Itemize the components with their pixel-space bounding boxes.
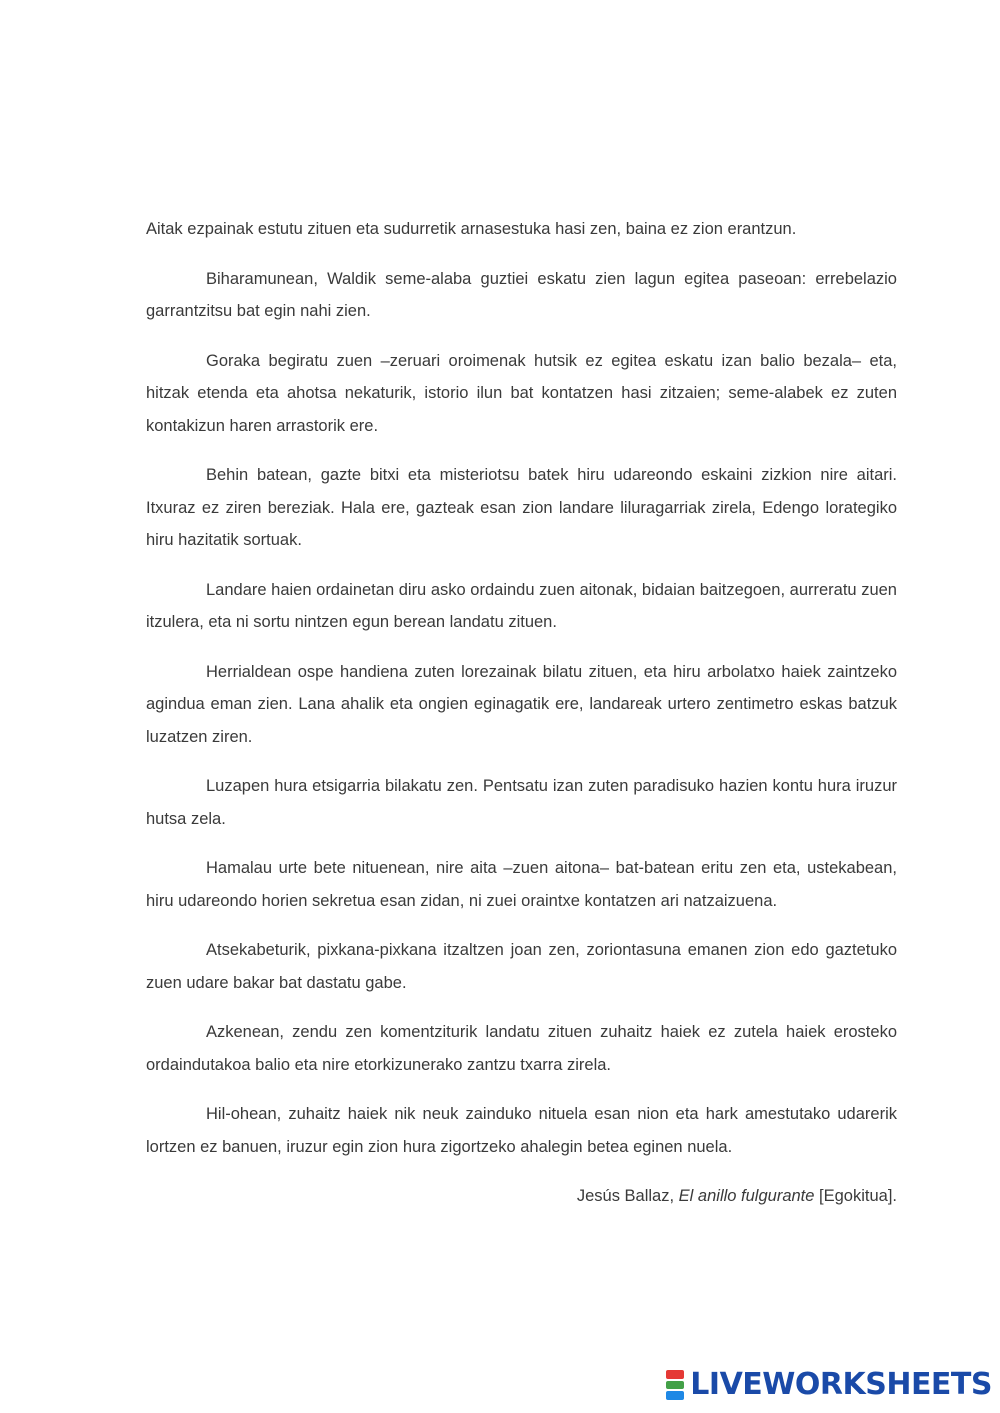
logo-mark-bar — [666, 1381, 684, 1390]
paragraph-8: Hamalau urte bete nituenean, nire aita –zuen aitona– bat-batean eritu zen eta, ustekabean, hiru udareondo horien sekretua esan zidan, ni zuei oraintxe kontatzen ari natzaizuena. — [146, 859, 897, 910]
paragraph-11: Hil-ohean, zuhaitz haiek nik neuk zainduko nituela esan nion eta hark amestutako udarerik lortzen ez banuen, iruzur egin zion hura zigortzeko ahalegin betea eginen nuela. — [146, 1105, 897, 1156]
paragraph-10: Azkenean, zendu zen komentziturik landatu zituen zuhaitz haiek ez zutela haiek erosteko ordaindutakoa balio eta nire etorkizunerako zantzu txarra zirela. — [146, 1023, 897, 1074]
paragraph-3: Goraka begiratu zuen –zeruari oroimenak hutsik ez egitea eskatu izan balio bezala– eta, hitzak etenda eta ahotsa nekaturik, istorio ilun bat kontatzen hasi zitzaien; seme-alabek ez zuten kontakizun haren arrastorik ere. — [146, 351, 897, 435]
paragraph-1: Aitak ezpainak estutu zituen eta sudurretik arnasestuka hasi zen, baina ez zion erantzun. — [146, 220, 797, 238]
story-text — [146, 213, 897, 1213]
paragraph-4: Behin batean, gazte bitxi eta misteriotsu batek hiru udareondo eskaini zizkion nire aitari. Itxuraz ez ziren bereziak. Hala ere, gazteak esan zion landare liluragarriak zirela, Edengo lorategiko hiru hazitatik sortuak. — [146, 466, 897, 549]
logo-mark-bar — [666, 1391, 684, 1400]
logo-mark-bar — [666, 1370, 684, 1379]
paragraph-2: Biharamunean, Waldik seme-alaba guztiei eskatu zien lagun egitea paseoan: errebelazio garrantzitsu bat egin nahi zien. — [146, 269, 897, 320]
liveworksheets-logo — [666, 1367, 992, 1403]
citation-note: [Egokitua]. — [819, 1187, 897, 1205]
liveworksheets-logo-text: LIVEWORKSHEETS — [690, 1367, 992, 1402]
liveworksheets-logo-mark — [666, 1370, 684, 1400]
citation-author: Jesús Ballaz, — [576, 1187, 675, 1205]
citation — [146, 1180, 897, 1213]
paragraph-9: Atsekabeturik, pixkana-pixkana itzaltzen joan zen, zoriontasuna emanen zion edo gaztetuko zuen udare bakar bat dastatu gabe. — [146, 941, 897, 992]
paragraph-5: Landare haien ordainetan diru asko ordaindu zuen aitonak, bidaian baitzegoen, aurreratu zuen itzulera, eta ni sortu nintzen egun berean landatu zituen. — [146, 580, 897, 631]
citation-title: El anillo fulgurante — [678, 1187, 815, 1205]
paragraph-7: Luzapen hura etsigarria bilakatu zen. Pentsatu izan zuten paradisuko hazien kontu hura iruzur hutsa zela. — [146, 777, 897, 828]
paragraph-6: Herrialdean ospe handiena zuten lorezainak bilatu zituen, eta hiru arbolatxo haiek zaintzeko agindua eman zien. Lana ahalik eta ongien eginagatik ere, landareak urtero zentimetro eskas batzuk luzatzen ziren. — [146, 662, 897, 746]
